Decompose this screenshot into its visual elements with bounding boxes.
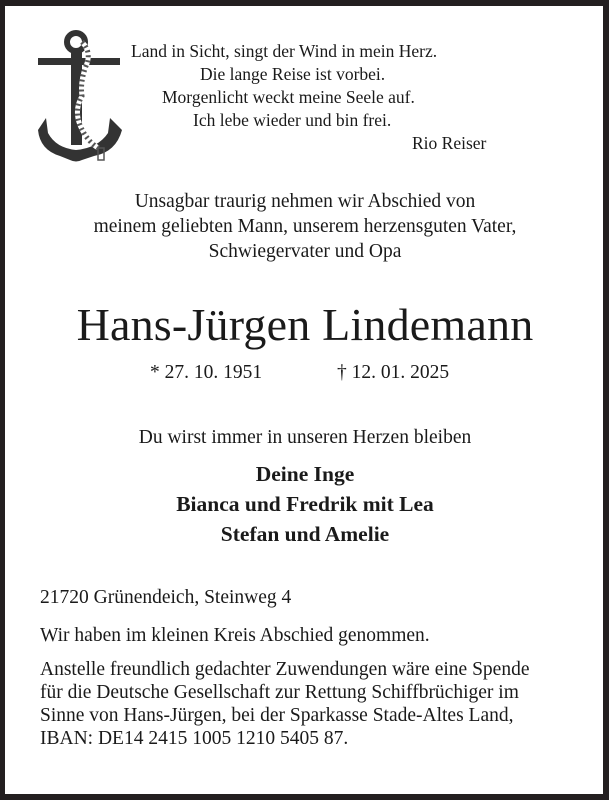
birth-date: * 27. 10. 1951 (150, 362, 263, 383)
poem-line: Die lange Reise ist vorbei. (200, 64, 386, 84)
farewell-line: Du wirst immer in unseren Herzen bleiben (138, 427, 472, 448)
funeral-note: Wir haben im kleinen Kreis Abschied genommen. (40, 625, 430, 646)
intro-line: Schwiegervater und Opa (208, 241, 402, 262)
death-date: † 12. 01. 2025 (337, 362, 450, 383)
poem-line: Morgenlicht weckt meine Seele auf. (162, 87, 415, 107)
intro-line: meinem geliebten Mann, unserem herzensguten Vater, (93, 216, 517, 237)
poem-author: Rio Reiser (412, 133, 487, 153)
deceased-name: Hans-Jürgen Lindemann (76, 299, 534, 350)
intro-line: Unsagbar traurig nehmen wir Abschied von (134, 191, 476, 212)
mourner-line: Stefan und Amelie (220, 522, 390, 546)
donation-line: für die Deutsche Gesellschaft zur Rettung Schiffbrüchiger im (40, 682, 519, 703)
mourner-line: Deine Inge (255, 462, 355, 486)
mourner-line: Bianca und Fredrik mit Lea (176, 492, 434, 516)
anchor-icon (36, 30, 128, 165)
donation-line: Anstelle freundlich gedachter Zuwendungen wäre eine Spende (40, 659, 530, 680)
donation-line: IBAN: DE14 2415 1005 1210 5405 87. (40, 728, 349, 749)
poem-line: Ich lebe wieder und bin frei. (193, 110, 392, 130)
poem-line: Land in Sicht, singt der Wind in mein Herz. (131, 41, 438, 61)
address: 21720 Grünendeich, Steinweg 4 (40, 587, 292, 608)
donation-line: Sinne von Hans-Jürgen, bei der Sparkasse Stade-Altes Land, (40, 705, 514, 726)
